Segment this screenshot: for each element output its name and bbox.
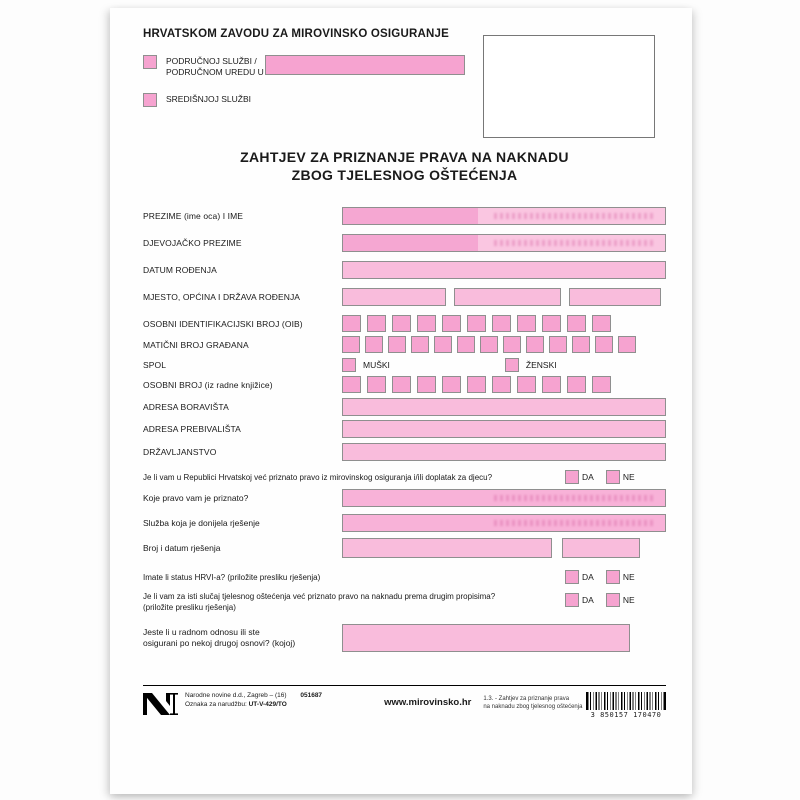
recipient-option-regional — [143, 55, 666, 77]
question-pension-right-answers — [565, 470, 635, 484]
field-row-decision-number — [143, 538, 666, 558]
mbg-digit-boxes — [342, 336, 641, 353]
digit-box[interactable] — [434, 336, 452, 353]
question-hrvi-status — [143, 570, 666, 584]
digit-box[interactable] — [417, 376, 436, 393]
field-row-employment — [143, 624, 666, 652]
field-row-sex — [143, 358, 666, 372]
question-pension-right — [143, 470, 666, 484]
digit-box[interactable] — [549, 336, 567, 353]
recipient-organization-title: HRVATSKOM ZAVODU ZA MIROVINSKO OSIGURANJE — [143, 28, 449, 40]
q2-ne-checkbox[interactable] — [606, 570, 620, 584]
q1-da-checkbox[interactable] — [565, 470, 579, 484]
barcode-number: 3 850157 170470 — [590, 711, 662, 719]
surname-label: PREZIME (ime oca) I IME — [143, 211, 244, 221]
website-link[interactable]: www.mirovinsko.hr — [384, 697, 472, 708]
q3-da-checkbox[interactable] — [565, 593, 579, 607]
domicile-address-label: ADRESA PREBIVALIŠTA — [143, 424, 241, 434]
maiden-name-input[interactable] — [342, 234, 666, 252]
field-row-surname — [143, 207, 666, 225]
order-code: UT-V-429/TO — [248, 700, 287, 708]
field-row-recognized-right — [143, 489, 666, 507]
birth-date-input[interactable] — [342, 261, 666, 279]
field-row-maiden-name — [143, 234, 666, 252]
barcode — [586, 692, 666, 719]
sex-male-checkbox[interactable] — [342, 358, 356, 372]
narodne-novine-logo — [143, 692, 179, 716]
birth-municipality-input[interactable] — [454, 288, 561, 306]
q2-da-label: DA — [582, 572, 594, 582]
mbg-label: MATIČNI BROJ GRAĐANA — [143, 339, 249, 350]
digit-box[interactable] — [517, 376, 536, 393]
maiden-name-label: DJEVOJAČKO PREZIME — [143, 238, 242, 248]
form-reference: 1.3. - Zahtjev za priznanje prava na naknadu zbog tjelesnog oštećenja — [483, 696, 583, 710]
field-row-personal-number — [143, 376, 666, 393]
question-other-regulations-answers — [565, 593, 635, 607]
digit-box[interactable] — [392, 315, 411, 332]
digit-box[interactable] — [442, 376, 461, 393]
digit-box[interactable] — [457, 336, 475, 353]
birth-place-label: MJESTO, OPĆINA I DRŽAVA ROĐENJA — [143, 292, 301, 302]
form-title-line1: ZAHTJEV ZA PRIZNANJE PRAVA NA NAKNADU — [240, 149, 569, 165]
q2-da-checkbox[interactable] — [565, 570, 579, 584]
publisher-code: 051687 — [300, 692, 323, 699]
q3-da-label: DA — [582, 595, 594, 605]
decision-number-input[interactable] — [342, 538, 552, 558]
citizenship-label: DRŽAVLJANSTVO — [143, 447, 217, 457]
issuing-service-input[interactable] — [342, 514, 666, 532]
digit-box[interactable] — [417, 315, 436, 332]
field-row-citizenship — [143, 443, 666, 461]
form-title — [143, 148, 666, 184]
q3-ne-label: NE — [622, 595, 635, 605]
regional-office-checkbox[interactable] — [143, 55, 157, 69]
field-row-issuing-service — [143, 514, 666, 532]
sex-label: SPOL — [143, 360, 167, 370]
sex-female-label: ŽENSKI — [525, 360, 557, 370]
personal-number-label: OSOBNI BROJ (iz radne knjižice) — [143, 379, 273, 390]
field-row-mbg — [143, 336, 666, 353]
sex-female-checkbox[interactable] — [505, 358, 519, 372]
central-office-label: SREDIŠNJOJ SLUŽBI — [166, 94, 252, 104]
domicile-address-input[interactable] — [342, 420, 666, 438]
field-row-residence-address — [143, 398, 666, 416]
question-hrvi-status-answers — [565, 570, 635, 584]
digit-box[interactable] — [342, 336, 360, 353]
q1-ne-checkbox[interactable] — [606, 470, 620, 484]
oib-label: OSOBNI IDENTIFIKACIJSKI BROJ (OIB) — [143, 318, 303, 329]
digit-box[interactable] — [542, 376, 561, 393]
digit-box[interactable] — [492, 315, 511, 332]
recognized-right-input[interactable] — [342, 489, 666, 507]
digit-box[interactable] — [592, 315, 611, 332]
q2-ne-label: NE — [622, 572, 635, 582]
recipient-option-central — [143, 93, 666, 107]
digit-box[interactable] — [342, 315, 361, 332]
digit-box[interactable] — [367, 376, 386, 393]
birth-country-input[interactable] — [569, 288, 661, 306]
footer — [143, 685, 666, 719]
digit-box[interactable] — [542, 315, 561, 332]
publisher-info — [185, 692, 322, 709]
digit-box[interactable] — [572, 336, 590, 353]
q3-ne-checkbox[interactable] — [606, 593, 620, 607]
publisher-line: Narodne novine d.d., Zagreb – (16) — [185, 692, 287, 699]
central-office-checkbox[interactable] — [143, 93, 157, 107]
order-label: Oznaka za narudžbu: — [185, 700, 247, 708]
decision-date-input[interactable] — [562, 538, 640, 558]
residence-address-label: ADRESA BORAVIŠTA — [143, 402, 229, 412]
digit-box[interactable] — [618, 336, 636, 353]
digit-box[interactable] — [567, 376, 586, 393]
digit-box[interactable] — [592, 376, 611, 393]
digit-box[interactable] — [442, 315, 461, 332]
digit-box[interactable] — [392, 376, 411, 393]
citizenship-input[interactable] — [342, 443, 666, 461]
digit-box[interactable] — [567, 315, 586, 332]
question-other-regulations-text: Je li vam za isti slučaj tjelesnog oštećenja već priznato pravo na naknadu prema drugim propisima? (priložite presliku rješenja) — [143, 592, 496, 612]
form-title-line2: ZBOG TJELESNOG OŠTEĆENJA — [291, 167, 518, 183]
recognized-right-label: Koje pravo vam je priznato? — [143, 492, 249, 503]
digit-box[interactable] — [467, 315, 486, 332]
field-row-birth-date — [143, 261, 666, 279]
issuing-service-label: Služba koja je donijela rješenje — [143, 517, 260, 528]
digit-box[interactable] — [388, 336, 406, 353]
digit-box[interactable] — [526, 336, 544, 353]
digit-box[interactable] — [467, 376, 486, 393]
birth-place-input[interactable] — [342, 288, 446, 306]
digit-box[interactable] — [517, 315, 536, 332]
question-hrvi-status-text: Imate li status HRVI-a? (priložite presliku rješenja) — [143, 572, 321, 582]
regional-office-input[interactable] — [265, 55, 465, 75]
digit-box[interactable] — [411, 336, 429, 353]
question-pension-right-text: Je li vam u Republici Hrvatskoj već priznato pravo iz mirovinskog osiguranja i/ili doplatak za djecu? — [143, 472, 493, 482]
digit-box[interactable] — [595, 336, 613, 353]
employment-label: Jeste li u radnom odnosu ili ste osigurani po nekoj drugoj osnovi? (kojoj) — [143, 627, 296, 648]
digit-box[interactable] — [480, 336, 498, 353]
digit-box[interactable] — [342, 376, 361, 393]
field-row-domicile-address — [143, 420, 666, 438]
birth-date-label: DATUM ROĐENJA — [143, 265, 217, 275]
field-row-oib — [143, 315, 666, 332]
form-page — [110, 8, 692, 794]
question-other-regulations — [143, 591, 666, 613]
q1-da-label: DA — [582, 472, 594, 482]
personal-number-digit-boxes — [342, 376, 617, 393]
barcode-bars — [586, 692, 666, 710]
regional-office-label: PODRUČNOJ SLUŽBI / PODRUČNOM UREDU U — [166, 56, 264, 77]
field-row-birth-place — [143, 288, 666, 306]
employment-input[interactable] — [342, 624, 630, 652]
surname-input[interactable] — [342, 207, 666, 225]
digit-box[interactable] — [367, 315, 386, 332]
sex-male-label: MUŠKI — [363, 360, 390, 370]
q1-ne-label: NE — [622, 472, 635, 482]
digit-box[interactable] — [365, 336, 383, 353]
oib-digit-boxes — [342, 315, 617, 332]
digit-box[interactable] — [492, 376, 511, 393]
residence-address-input[interactable] — [342, 398, 666, 416]
digit-box[interactable] — [503, 336, 521, 353]
decision-number-label: Broj i datum rješenja — [143, 542, 221, 553]
